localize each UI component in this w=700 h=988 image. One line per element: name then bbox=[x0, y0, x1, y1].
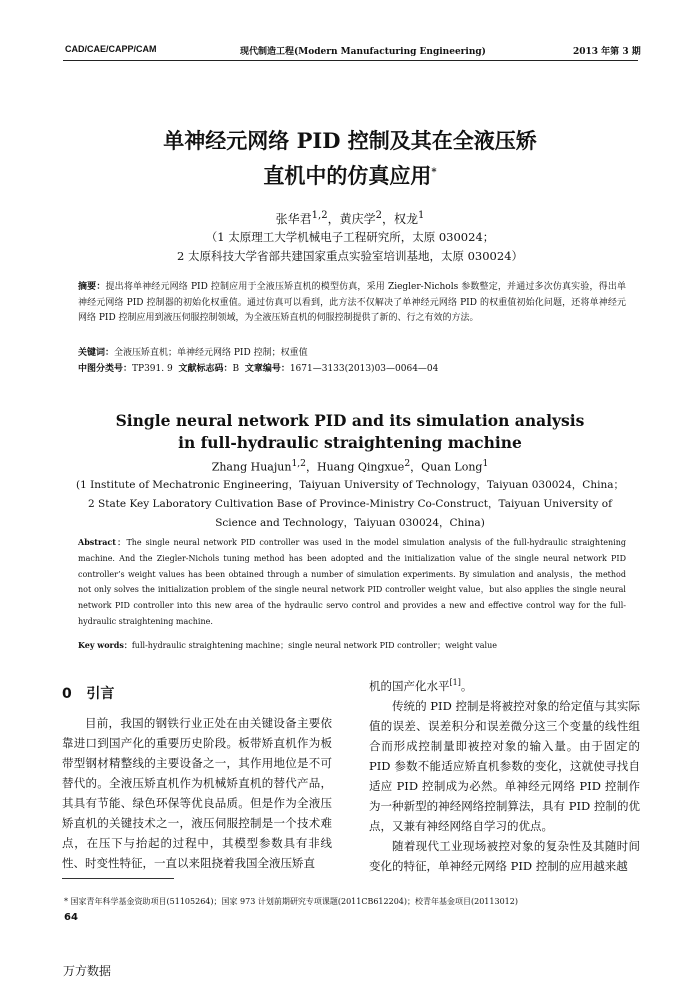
body-right-p1-text: 机的国产化水平 bbox=[369, 678, 450, 693]
keywords-cn-text: 全液压矫直机；单神经元网络 PID 控制；权重值 bbox=[114, 348, 308, 358]
doc-code-label: 文献标志码： bbox=[178, 364, 233, 374]
title-en bbox=[60, 410, 640, 454]
affiliation-en-2: 2 State Key Laboratory Cultivation Base of Province-Ministry Co-Construct，Taiyuan University of bbox=[88, 498, 612, 510]
author-cn-2-affil: 2 bbox=[375, 210, 382, 221]
author-cn-2: ，黄庆学 bbox=[327, 212, 376, 226]
keywords-cn bbox=[78, 345, 308, 358]
body-right-p1-end: 。 bbox=[460, 678, 473, 693]
title-cn-line2 bbox=[60, 157, 640, 191]
article-no-value: 1671—3133(2013)03—0064—04 bbox=[289, 364, 439, 374]
section-heading bbox=[62, 683, 114, 703]
body-left-paragraph: 目前，我国的钢铁行业正处在由关键设备主要依靠进口到国产化的重要历史阶段。板带矫直机作为板带型钢材精整线的主要设备之一，其作用地位是不可替代的。全液压矫直机作为机械矫直机的替代产品，其具有节能、绿色环保等优良品质。但是作为全液压矫直机的关键技术之一，液压伺服控制是一个技术难点，在压下与抬起的过程中，其模型参数具有非线性、时变性特征，一直以来阻挠着我国全液压矫直 bbox=[62, 716, 332, 870]
affiliation-cn-1: （1 太原理工大学机械电子工程研究所，太原 030024； bbox=[205, 230, 495, 244]
author-en-3: ，Quan Long bbox=[410, 460, 483, 474]
section-title: 引言 bbox=[86, 686, 115, 702]
running-header-left: CAD/CAE/CAPP/CAM bbox=[65, 44, 157, 54]
watermark: 万方数据 bbox=[63, 964, 112, 978]
keywords-cn-label: 关键词： bbox=[78, 348, 115, 358]
keywords-en-label: Key words： bbox=[78, 640, 132, 650]
affiliation-en-3: Science and Technology，Taiyuan 030024，China) bbox=[215, 517, 485, 529]
title-en-line1: Single neural network PID and its simulation analysis bbox=[115, 411, 585, 430]
author-en-1: Zhang Huajun bbox=[211, 460, 292, 474]
body-right-paragraph-1 bbox=[369, 673, 640, 696]
abstract-en bbox=[78, 535, 626, 630]
body-column-right bbox=[369, 673, 640, 876]
citation-1: [1] bbox=[449, 678, 461, 687]
abstract-cn-label: 摘要： bbox=[78, 282, 106, 292]
running-header-issue: 2013 年第 3 期 bbox=[573, 47, 641, 57]
keywords-en-text: full-hydraulic straightening machine；single neural network PID controller；weight value bbox=[131, 641, 497, 650]
classification-cn bbox=[78, 361, 438, 374]
body-column-left bbox=[62, 713, 332, 873]
body-right-paragraph-3: 随着现代工业现场被控对象的复杂性及其随时间变化的特征，单神经元网络 PID 控制的应用越来越 bbox=[369, 838, 640, 873]
keywords-en bbox=[78, 640, 497, 651]
doc-code-value: B bbox=[232, 364, 240, 374]
title-cn-line2-text: 直机中的仿真应用 bbox=[263, 163, 432, 188]
abstract-en-text: The single neural network PID controller was used in the model simulation analysis of the full-hydraulic straightening machine. And the Ziegler-Nichols tuning method has been adopted and the initialization value of the single neural network PID controller’s weight values has been obtained through a number of simulation experiments. By simulation and analysis，the method not only solves the initialization problem of the single neural network PID controller weight value，but also applies the single neural network PID controller into this new area of the hydraulic servo control and provides a new and effective control way for the full-hydraulic straightening machine. bbox=[78, 538, 626, 626]
authors-cn bbox=[60, 210, 640, 227]
title-cn-line1: 单神经元网络 PID 控制及其在全液压矫 bbox=[163, 128, 537, 153]
author-en-3-affil: 1 bbox=[482, 458, 489, 469]
article-no-label: 文章编号： bbox=[244, 364, 290, 374]
author-en-2: ，Huang Qingxue bbox=[306, 460, 405, 474]
title-footnote-mark: * bbox=[431, 167, 437, 178]
header-divider bbox=[63, 60, 638, 61]
author-cn-3: ，权龙 bbox=[381, 212, 418, 226]
abstract-cn bbox=[78, 280, 626, 327]
author-cn-1-affil: 1,2 bbox=[311, 210, 328, 221]
affiliation-en-1: (1 Institute of Mechatronic Engineering，Taiyuan University of Technology，Taiyuan 030024，China； bbox=[76, 479, 624, 491]
clc-label: 中图分类号： bbox=[78, 364, 133, 374]
authors-en bbox=[60, 458, 640, 475]
funding-footnote: * 国家青年科学基金资助项目(51105264)；国家 973 计划前期研究专项课题(2011CB612204)；校青年基金项目(20113012) bbox=[64, 897, 518, 906]
author-cn-3-affil: 1 bbox=[417, 210, 425, 221]
clc-value: TP391. 9 bbox=[132, 364, 173, 374]
author-cn-1: 张华君 bbox=[275, 212, 312, 226]
abstract-cn-text: 提出将单神经元网络 PID 控制应用于全液压矫直机的模型仿真，采用 Ziegler-Nichols 参数整定，并通过多次仿真实验，得出单神经元网络 PID 控制器的初始化权重值。通过仿真可以看到，此方法不仅解决了单神经元网络 PID 的权重值初始化问题，还将单神经元网络 PID 控制应用到液压伺服控制领域，为全液压矫直机的伺服控制提供了新的、行之有效的方法。 bbox=[78, 282, 626, 323]
affiliation-cn-2: 2 太原科技大学省部共建国家重点实验室培训基地，太原 030024） bbox=[176, 249, 524, 263]
page-number: 64 bbox=[64, 912, 78, 923]
running-header-journal: 现代制造工程(Modern Manufacturing Engineering) bbox=[240, 47, 486, 57]
body-right-paragraph-2: 传统的 PID 控制是将被控对象的给定值与其实际值的误差、误差积分和误差微分这三个变量的线性组合而形成控制量即被控对象的输入量。由于固定的 PID 参数不能适应矫直机参数的变化，这就使寻找自适应 PID 控制成为必然。单神经元网络 PID 控制作为一种新型的神经网络控制算法，具有 PID 控制的优点，又兼有神经网络自学习的优点。 bbox=[369, 698, 640, 833]
abstract-en-label: Abstract： bbox=[78, 537, 127, 547]
section-number: 0 bbox=[62, 686, 72, 702]
author-en-1-affil: 1,2 bbox=[291, 458, 306, 469]
footnote-divider bbox=[62, 878, 174, 879]
title-en-line2: in full-hydraulic straightening machine bbox=[178, 433, 522, 452]
author-en-2-affil: 2 bbox=[404, 458, 411, 469]
